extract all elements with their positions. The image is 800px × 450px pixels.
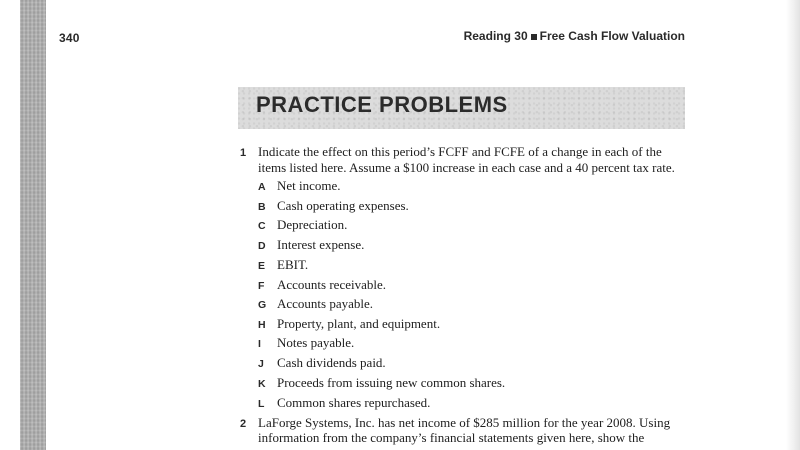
item-letter: B xyxy=(258,201,266,213)
item-letter: C xyxy=(258,220,266,232)
problem-number: 1 xyxy=(240,147,247,159)
item-letter: E xyxy=(258,260,266,272)
item-text: Depreciation. xyxy=(277,217,348,232)
section-title: PRACTICE PROBLEMS xyxy=(256,92,508,117)
problem-text-line: LaForge Systems, Inc. has net income of $285 million for the year 2008. Using xyxy=(258,415,671,430)
item-letter: F xyxy=(258,280,265,292)
item-letter: I xyxy=(258,338,261,350)
item-text: Proceeds from issuing new common shares. xyxy=(277,375,506,390)
item-text: Accounts payable. xyxy=(277,296,374,311)
item-text: EBIT. xyxy=(277,257,309,272)
problem-text-line: Indicate the effect on this period’s FCFF and FCFE of a change in each of the xyxy=(258,144,662,159)
page-number: 340 xyxy=(59,31,80,45)
running-header xyxy=(464,29,685,43)
item-letter: A xyxy=(258,181,266,193)
item-letter: G xyxy=(258,299,267,311)
problem-text-line: items listed here. Assume a $100 increase in each case and a 40 percent tax rate. xyxy=(258,160,675,175)
reading-title: Free Cash Flow Valuation xyxy=(539,29,685,43)
item-text: Interest expense. xyxy=(277,237,365,252)
reading-label: Reading 30 xyxy=(463,29,528,43)
item-letter: D xyxy=(258,240,266,252)
item-letter: K xyxy=(258,378,266,390)
header-separator-square xyxy=(531,34,537,40)
item-text: Notes payable. xyxy=(277,335,355,350)
problem-text-line: information from the company’s financial statements given here, show the xyxy=(258,430,645,445)
page-edge-shadow xyxy=(786,0,800,450)
item-letter: L xyxy=(258,398,265,410)
item-text: Net income. xyxy=(277,178,341,193)
item-text: Cash dividends paid. xyxy=(277,355,386,370)
item-text: Accounts receivable. xyxy=(277,277,387,292)
item-text: Cash operating expenses. xyxy=(277,198,409,213)
item-text: Property, plant, and equipment. xyxy=(277,316,441,331)
problem-number: 2 xyxy=(240,418,247,430)
item-text: Common shares repurchased. xyxy=(277,395,431,410)
item-letter: J xyxy=(258,358,264,370)
binding-edge xyxy=(20,0,46,450)
item-letter: H xyxy=(258,319,266,331)
